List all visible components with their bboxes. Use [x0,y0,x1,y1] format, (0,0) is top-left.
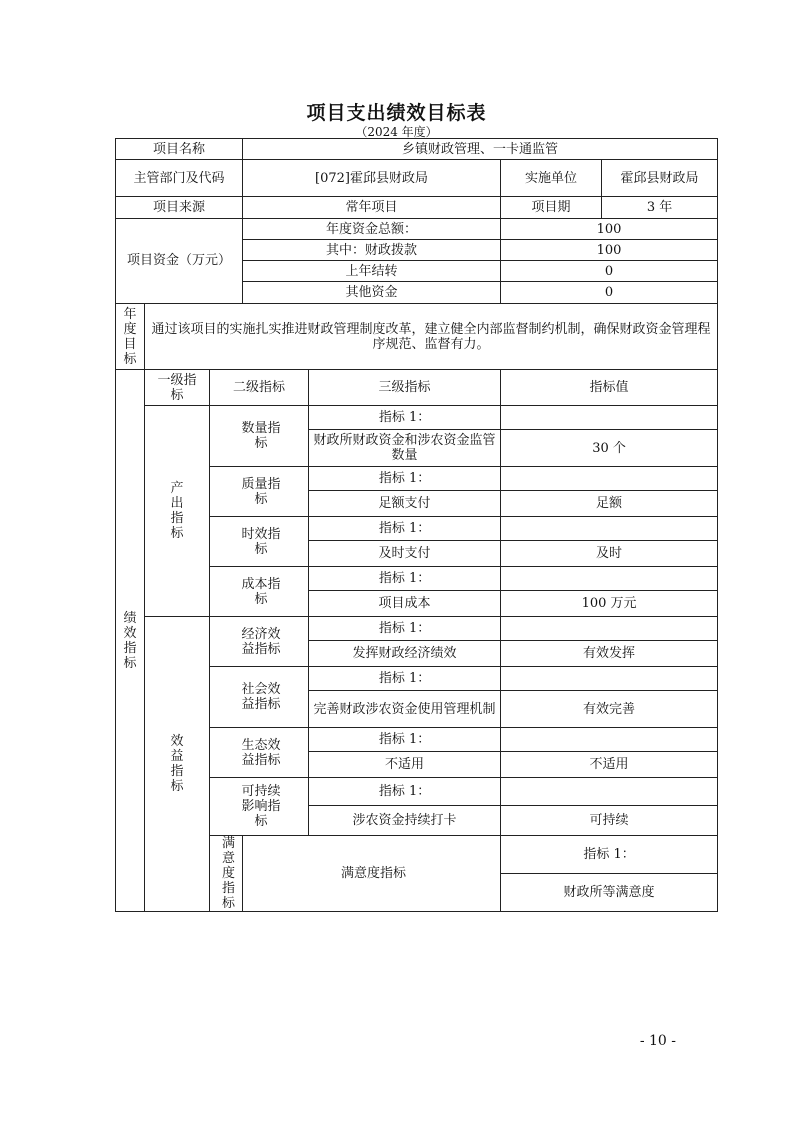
header-l2: 二级指标 [210,370,309,406]
empty-cell [501,617,718,641]
year-subtitle: （2024 年度） [355,125,438,139]
indicator-label: 指标 1： [309,778,501,806]
timeliness-value: 及时 [501,541,718,567]
indicator-label: 指标 1： [501,836,718,874]
sub-satisfaction-label: 满意度指标 [243,836,501,912]
indicator-label: 指标 1： [309,617,501,641]
funds-label: 项目资金（万元） [116,219,243,304]
source-value: 常年项目 [243,197,501,219]
page-number: - 10 - [639,1033,676,1049]
cost-name: 项目成本 [309,591,501,617]
indicator-label: 指标 1： [309,728,501,752]
funds-other-label: 其他资金 [243,282,501,304]
indicator-label: 指标 1： [309,406,501,430]
empty-cell [501,406,718,430]
empty-cell [501,778,718,806]
funds-total-value: 100 [501,219,718,240]
cat-output: 产出指标 [145,406,210,617]
header-value: 指标值 [501,370,718,406]
funds-total-label: 年度资金总额： [243,219,501,240]
sustainable-value: 可持续 [501,806,718,836]
impl-cell [501,160,718,197]
perf-label: 绩效指标 [116,370,145,912]
impl-value: 霍邱县财政局 [620,170,699,186]
project-name-value: 乡镇财政管理、一卡通监管 [243,139,718,160]
period-value: 3 年 [646,200,673,215]
funds-carryover-value: 0 [501,261,718,282]
cost-value: 100 万元 [501,591,718,617]
funds-fiscal-value: 100 [501,240,718,261]
performance-table [115,138,718,912]
period-cell [501,197,718,219]
funds-other-value: 0 [501,282,718,304]
dept-label: 主管部门及代码 [116,160,243,197]
cat-benefit: 效益指标 [145,617,210,912]
header-l3: 三级指标 [309,370,501,406]
cat-satisfaction: 满意度指标 [210,836,243,912]
page-title: 项目支出绩效目标表 [306,102,487,124]
quality-value: 足额 [501,491,718,517]
goal-text: 通过该项目的实施扎实推进财政管理制度改革，建立健全内部监督制约机制，确保财政资金管理程序规范、监督有力。 [145,304,718,370]
sub-quality-label: 质量指标 [210,467,309,517]
funds-fiscal-label: 其中：财政拨款 [243,240,501,261]
quantity-value: 30 个 [501,430,718,467]
sustainable-name: 涉农资金持续打卡 [309,806,501,836]
dept-value: [072]霍邱县财政局 [243,160,501,197]
indicator-label: 指标 1： [309,517,501,541]
sub-sustainable-label: 可持续影响指标 [210,778,309,836]
ecological-value: 不适用 [501,752,718,778]
sub-cost-label: 成本指标 [210,567,309,617]
sub-quantity-label: 数量指标 [210,406,309,467]
quality-name: 足额支付 [309,491,501,517]
sub-timeliness-label: 时效指标 [210,517,309,567]
source-label: 项目来源 [116,197,243,219]
ecological-name: 不适用 [309,752,501,778]
impl-label: 实施单位 [501,160,602,196]
indicator-label: 指标 1： [309,667,501,691]
period-label: 项目期 [501,197,602,218]
economic-value: 有效发挥 [501,641,718,667]
empty-cell [501,728,718,752]
empty-cell [501,667,718,691]
empty-cell [501,567,718,591]
empty-cell [501,517,718,541]
header-l1: 一级指标 [145,370,210,406]
funds-carryover-label: 上年结转 [243,261,501,282]
indicator-label: 指标 1： [309,467,501,491]
sub-social-label: 社会效益指标 [210,667,309,728]
goal-label: 年度目标 [116,304,145,370]
sub-ecological-label: 生态效益指标 [210,728,309,778]
satisfaction-name: 财政所等满意度 [501,874,718,912]
social-name: 完善财政涉农资金使用管理机制 [309,691,501,728]
project-name-label: 项目名称 [116,139,243,160]
economic-name: 发挥财政经济绩效 [309,641,501,667]
empty-cell [501,467,718,491]
social-value: 有效完善 [501,691,718,728]
indicator-label: 指标 1： [309,567,501,591]
sub-economic-label: 经济效益指标 [210,617,309,667]
quantity-name: 财政所财政资金和涉农资金监管数量 [309,430,501,467]
timeliness-name: 及时支付 [309,541,501,567]
